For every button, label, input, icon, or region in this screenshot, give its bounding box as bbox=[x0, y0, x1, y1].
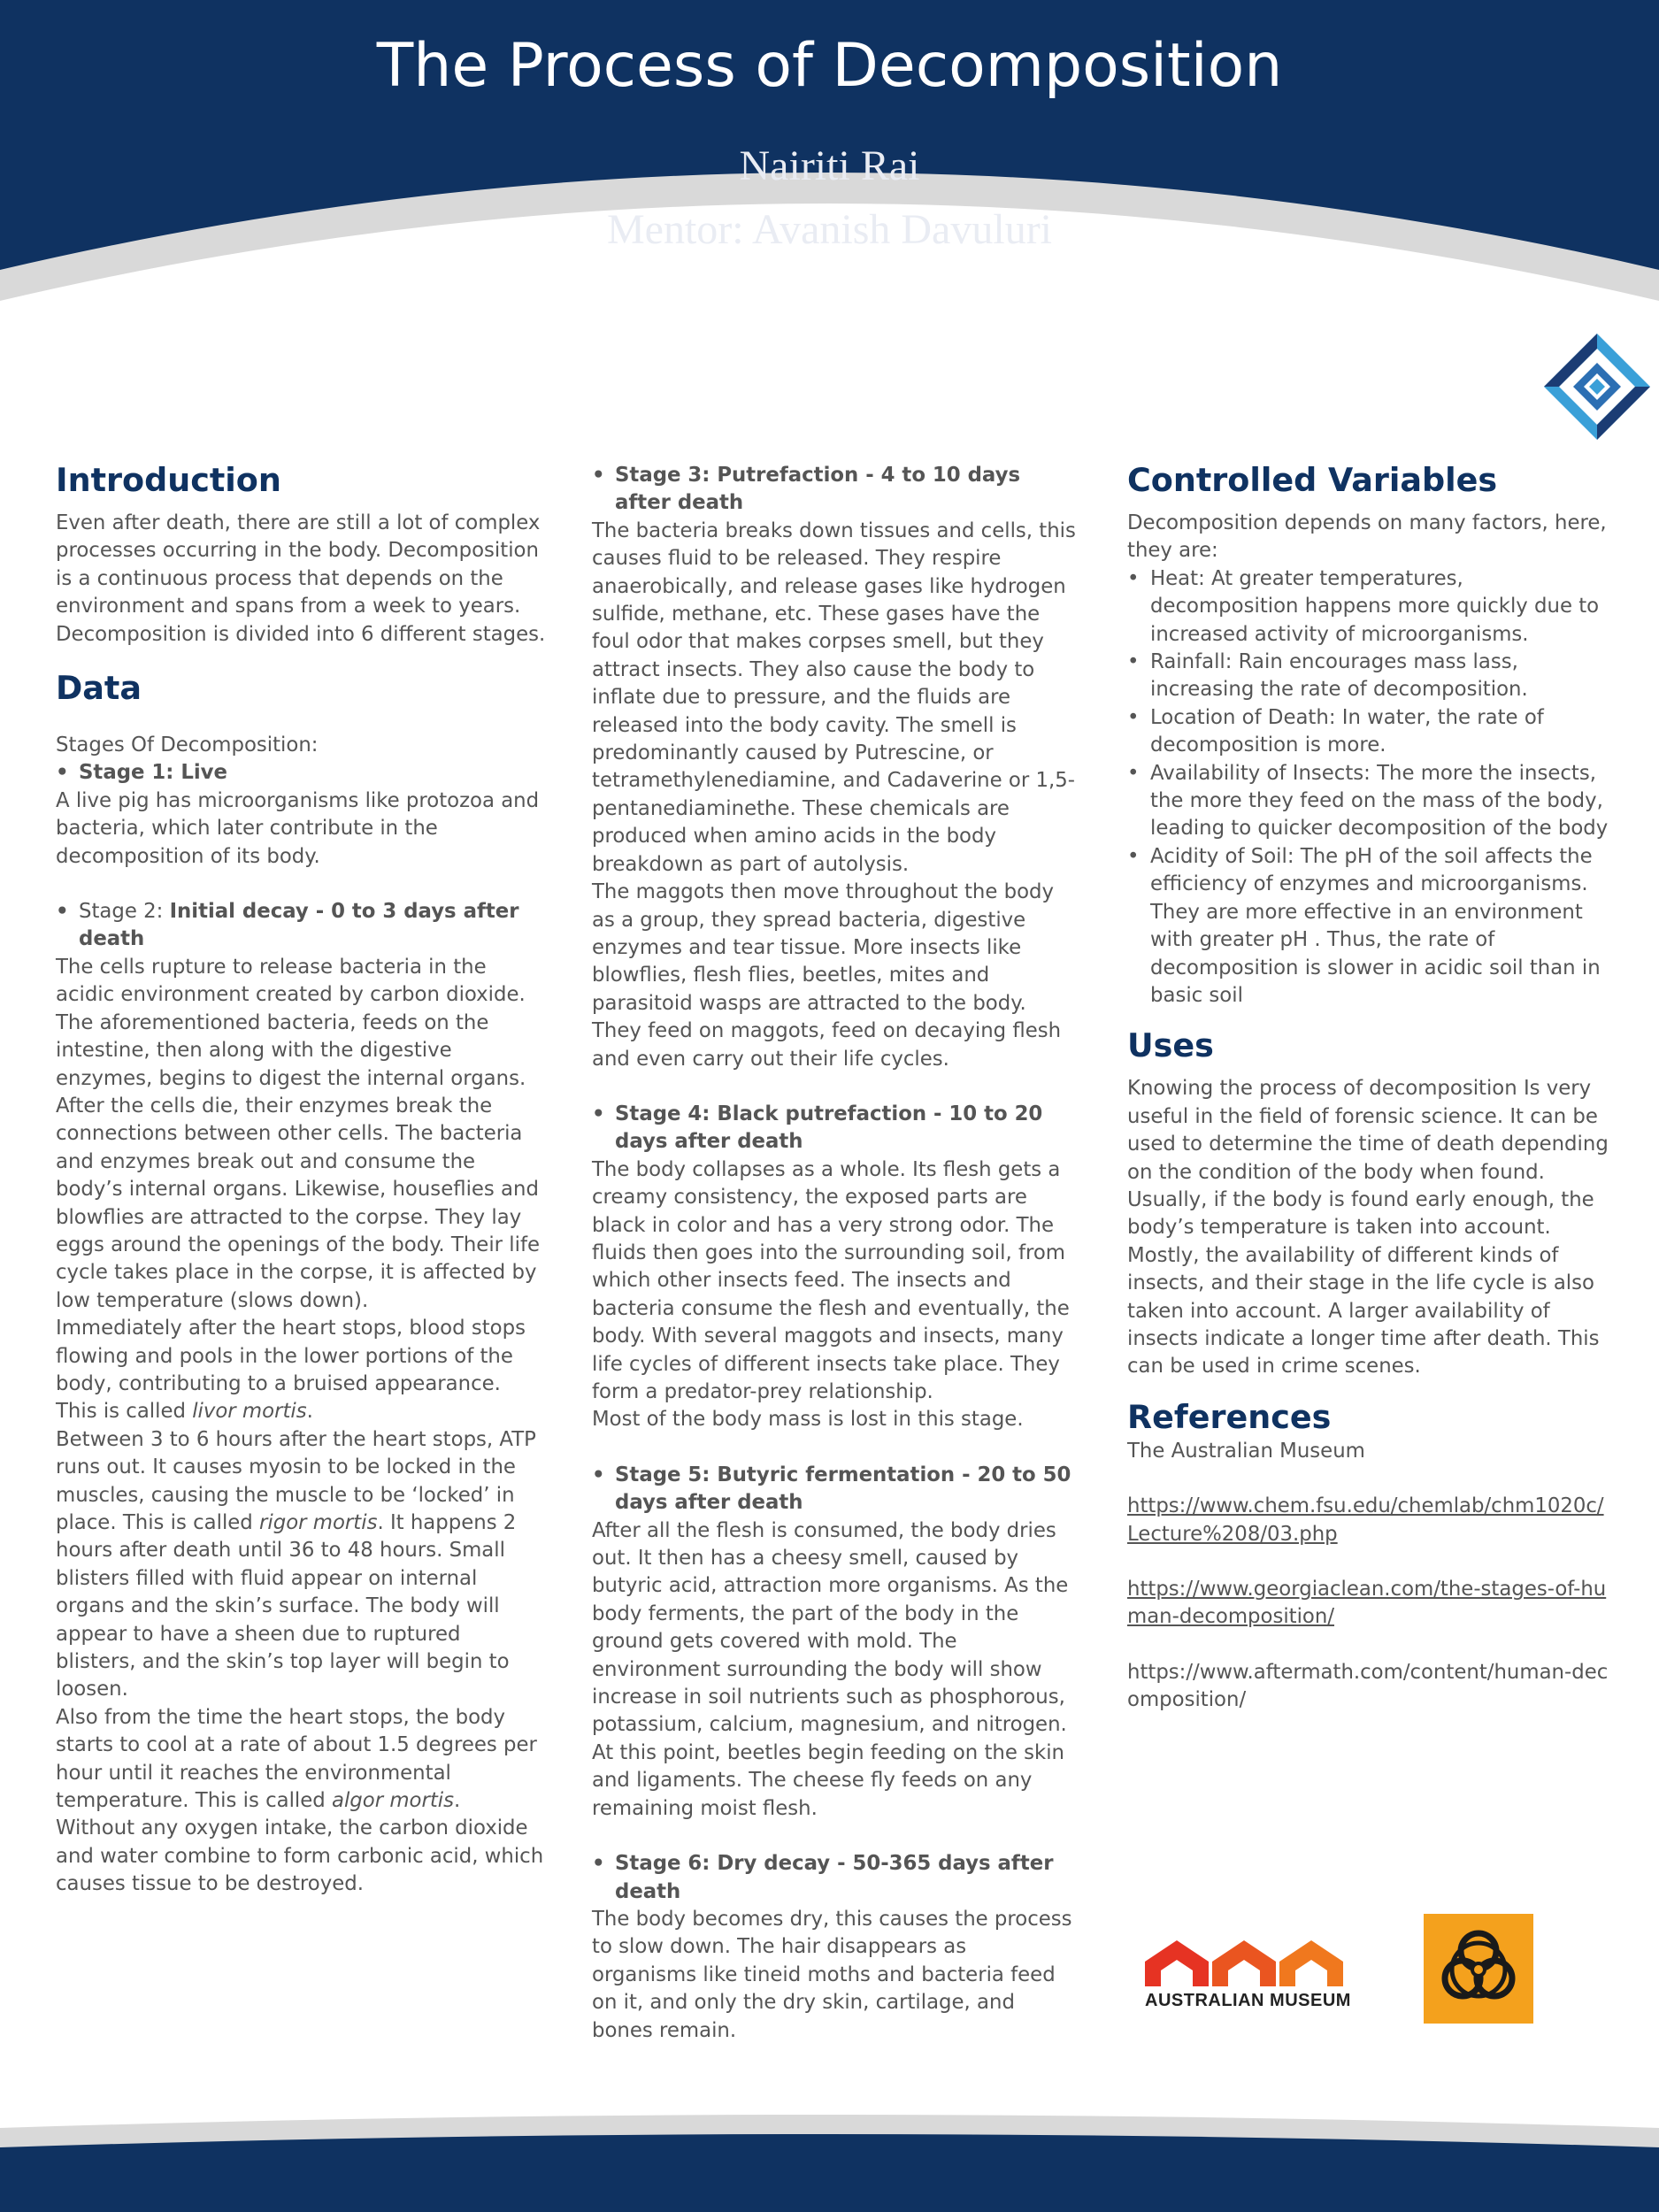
mentor-name: Mentor: Avanish Davuluri bbox=[606, 206, 1053, 253]
stage-2-text-2: Immediately after the heart stops, blood stops flowing and pools in the lower portions of the body, contributing to a bruised appearance. This is called livor mortis. bbox=[56, 1317, 526, 1424]
uses-text: Knowing the process of decomposition Is very useful in the field of forensic science. It can be used to determine the time of death depending on the condition of the body when found. Usually, if the body is found early enough, the body’s temperature is taken into account. Mostly, the availability of different kinds of insects, and their stage in the life cycle is also taken into account. A larger availability of insects indicate a longer time after death. This can be used in crime scenes. bbox=[1127, 1077, 1609, 1379]
data-heading: Data bbox=[56, 669, 142, 708]
bullet: • bbox=[56, 900, 69, 924]
bullet: • bbox=[592, 1463, 605, 1486]
stage-4-text-2: Most of the body mass is lost in this stage. bbox=[592, 1408, 1024, 1432]
stage-1-title: • Stage 1: Live bbox=[56, 759, 547, 787]
stage-2-text-3: Between 3 to 6 hours after the heart stops, ATP runs out. It causes myosin to be locked in the muscles, causing the muscle to be ‘locked’ in place. This is called rigor mortis. It happens 2 hours after death until 36 to 48 hours. Small blisters filled with fluid appear on internal organs and the skin’s surface. The body will appear to have a sheen due to ruptured blisters, and the skin’s top layer will begin to loosen. bbox=[56, 1427, 536, 1701]
stage-2-text-1: The cells rupture to release bacteria in the acidic environment created by carbon dioxide. The aforementioned bacteria, feeds on the intestine, then along with the digestive enzymes, begins to digest the internal organs. After the cells die, their enzymes break the connections between other cells. The bacteria and enzymes break out and consume the body’s internal organs. Likewise, houseflies and blowflies are attracted to the corpse. They lay eggs around the openings of the body. Their life cycle takes place in the corpse, it is affected by low temperature (slows down). bbox=[56, 955, 540, 1312]
column-right bbox=[1127, 460, 1612, 1715]
bullet: • bbox=[592, 1852, 605, 1876]
list-item: • Acidity of Soil: The pH of the soil affects the efficiency of enzymes and microorganisms. They are more effective in an environment with greater pH . Thus, the rate of decomposition is slower in acidic soil than in basic soil bbox=[1127, 844, 1601, 1007]
stage-4-text-1: The body collapses as a whole. Its flesh gets a creamy consistency, the exposed parts are black in color and has a very strong odor. The fluids then goes into the surrounding soil, from which other insects feed. The insects and bacteria consume the flesh and eventually, the body. With several maggots and insects, many life cycles of different insects take place. They form a predator-prey relationship. bbox=[592, 1157, 1070, 1403]
stage-6-text-1: The body becomes dry, this causes the process to slow down. The hair disappears as organisms like tineid moths and bacteria feed on it, and only the dry skin, cartilage, and bones remain. bbox=[592, 1907, 1072, 2042]
stage-2-text-4: Also from the time the heart stops, the body starts to cool at a rate of about 1.5 degrees per hour until it reaches the environmental temperature. This is called algor mortis. bbox=[56, 1705, 537, 1813]
stage-2-title: • Stage 2: Initial decay - 0 to 3 days after death bbox=[56, 898, 547, 954]
controlled-variables-list bbox=[1127, 565, 1612, 1010]
stage-6-title: • Stage 6: Dry decay - 50-365 days after death bbox=[592, 1850, 1077, 1906]
reference-item: https://www.aftermath.com/content/human-decomposition/ bbox=[1127, 1660, 1609, 1712]
references-heading: References bbox=[1127, 1397, 1332, 1436]
stage-5-title: • Stage 5: Butyric fermentation - 20 to 50 days after death bbox=[592, 1462, 1077, 1517]
stage-1-text: A live pig has microorganisms like protozoa and bacteria, which later contribute in the decomposition of its body. bbox=[56, 788, 540, 868]
column-middle bbox=[592, 462, 1077, 2045]
list-item: • Heat: At greater temperatures, decomposition happens more quickly due to increased activity of microorganisms. bbox=[1127, 566, 1600, 646]
column-left bbox=[56, 460, 547, 1899]
diamond-logo-icon bbox=[1540, 329, 1655, 444]
biohazard-icon bbox=[1424, 1914, 1533, 2024]
uses-heading: Uses bbox=[1127, 1026, 1214, 1065]
reference-link[interactable]: https://www.chem.fsu.edu/chemlab/chm1020c/Lecture%208/03.php bbox=[1127, 1494, 1604, 1546]
list-item: • Location of Death: In water, the rate of decomposition is more. bbox=[1127, 705, 1544, 757]
author-name: Nairiti Rai bbox=[739, 142, 920, 189]
stage-3-text-2: The maggots then move throughout the body as a group, they spread bacteria, digestive enzymes and tear tissue. More insects like blowflies, flesh flies, beetles, mites and parasitoid wasps are attracted to the body. They feed on maggots, feed on decaying flesh and even carry out their life cycles. bbox=[592, 880, 1062, 1071]
footer-banner bbox=[0, 2110, 1659, 2212]
controlled-variables-intro: Decomposition depends on many factors, here, they are: bbox=[1127, 511, 1607, 563]
introduction-heading: Introduction bbox=[56, 461, 281, 499]
stage-4-title: • Stage 4: Black putrefaction - 10 to 20 days after death bbox=[592, 1101, 1077, 1156]
bullet: • bbox=[592, 1102, 605, 1125]
controlled-variables-heading: Controlled Variables bbox=[1127, 461, 1498, 499]
stage-5-text-2: At this point, beetles begin feeding on the skin and ligaments. The cheese fly feeds on any remaining moist flesh. bbox=[592, 1740, 1065, 1820]
reference-item: The Australian Museum bbox=[1127, 1439, 1365, 1463]
stage-5-text-1: After all the flesh is consumed, the body dries out. It then has a cheesy smell, caused by butyric acid, attraction more organisms. As the body ferments, the part of the body in the ground gets covered with mold. The environment surrounding the body will show increase in soil nutrients such as phosphorous, potassium, calcium, magnesium, and nitrogen. bbox=[592, 1518, 1069, 1737]
stage-3-text-1: The bacteria breaks down tissues and cells, this causes fluid to be released. They respire anaerobically, and release gases like hydrogen sulfide, methane, etc. These gases have the foul odor that makes corpses smell, but they attract insects. They also cause the body to inflate due to pressure, and the fluids are released into the body cavity. The smell is predominantly caused by Putrescine, or tetramethylenediamine, and Cadaverine or 1,5-pentanediaminethe. These chemicals are produced when amino acids in the body breakdown as part of autolysis. bbox=[592, 518, 1076, 876]
list-item: • Availability of Insects: The more the insects, the more they feed on the mass of the body, leading to quicker decomposition of the body bbox=[1127, 761, 1609, 841]
list-item: • Rainfall: Rain encourages mass lass, increasing the rate of decomposition. bbox=[1127, 650, 1528, 702]
stage-3-title: • Stage 3: Putrefaction - 4 to 10 days after death bbox=[592, 462, 1077, 518]
poster-title: The Process of Decomposition bbox=[376, 31, 1283, 101]
stage-2-text-5: Without any oxygen intake, the carbon dioxide and water combine to form carbonic acid, which causes tissue to be destroyed. bbox=[56, 1816, 544, 1896]
bullet: • bbox=[592, 464, 605, 487]
stages-intro: Stages Of Decomposition: bbox=[56, 733, 319, 757]
introduction-text: Even after death, there are still a lot of complex processes occurring in the body. Decomposition is a continuous process that depends on the environment and spans from a week to years. Decomposition is divided into 6 different stages. bbox=[56, 511, 546, 646]
bullet: • bbox=[56, 761, 69, 785]
australian-museum-logo-text: AUSTRALIAN MUSEUM bbox=[1145, 1991, 1351, 2010]
footer-fill bbox=[0, 2134, 1659, 2212]
reference-link[interactable]: https://www.georgiaclean.com/the-stages-of-human-decomposition/ bbox=[1127, 1578, 1607, 1629]
